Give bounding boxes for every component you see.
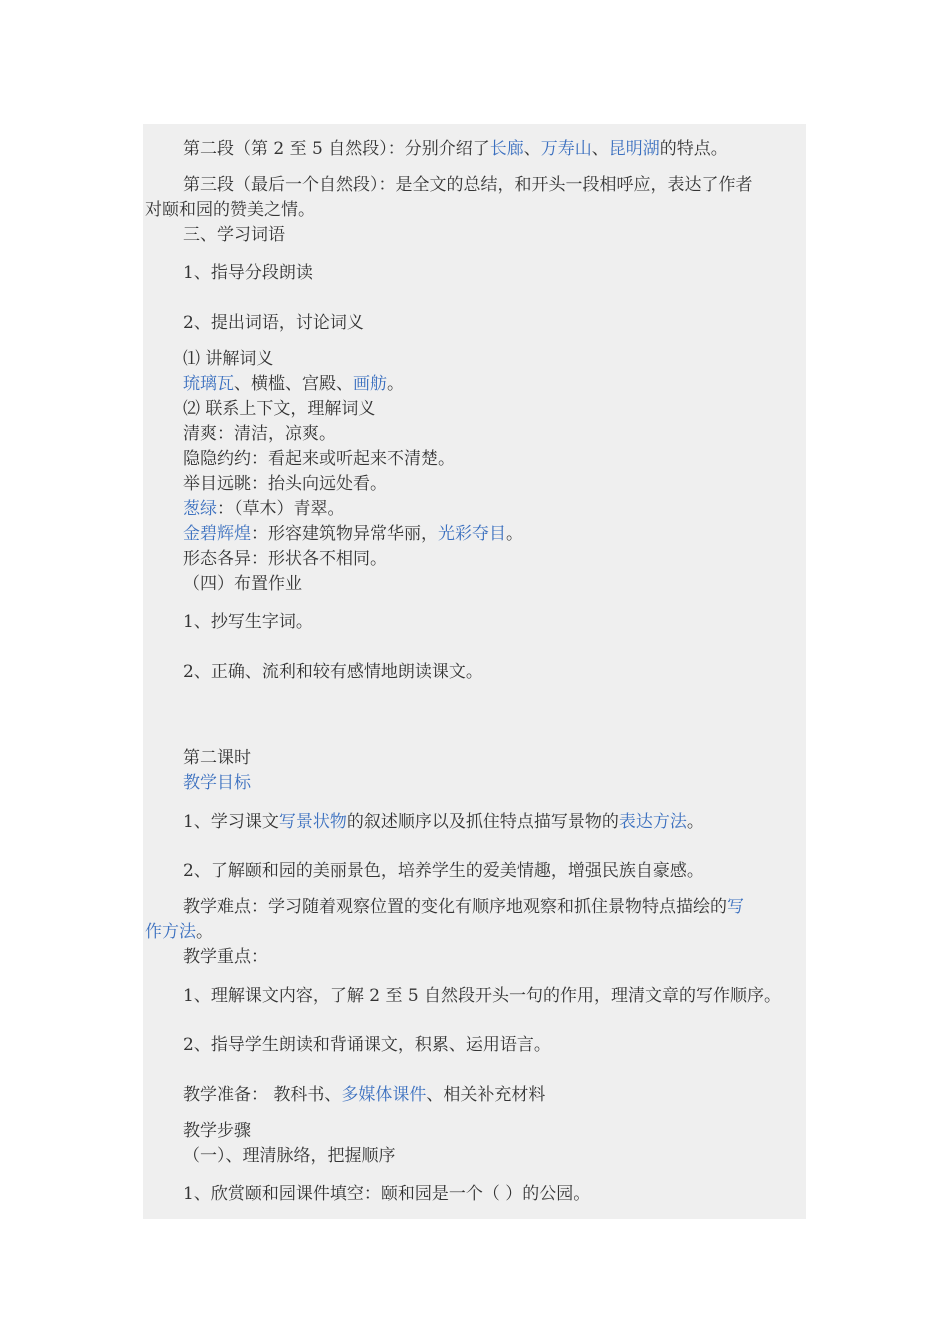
text-segment: 、横槛、宫殿、 xyxy=(234,374,353,394)
text-segment: 1、欣赏颐和园课件填空：颐和园是一个（ ）的公园。 xyxy=(183,1184,591,1204)
keyword-link[interactable]: 多媒体课件 xyxy=(341,1085,427,1105)
text-line xyxy=(183,572,302,597)
text-line xyxy=(145,920,213,945)
keyword-link[interactable]: 昆明湖 xyxy=(608,139,660,159)
text-segment: 1、理解课文内容，了解 2 至 5 自然段开头一句的作用，理清文章的写作顺序。 xyxy=(183,986,782,1006)
text-segment: 的叙述顺序以及抓住特点描写景物的 xyxy=(346,812,619,832)
text-segment: ⑴ 讲解词义 xyxy=(183,349,274,369)
keyword-link[interactable]: 琉璃瓦 xyxy=(183,374,234,394)
text-segment: 。 xyxy=(506,524,523,544)
text-segment: 2、指导学生朗读和背诵课文，积累、运用语言。 xyxy=(183,1035,551,1055)
text-line xyxy=(183,984,781,1009)
text-line xyxy=(183,261,313,286)
text-segment: 对颐和园的赞美之情。 xyxy=(145,200,315,220)
keyword-link[interactable]: 葱绿 xyxy=(183,499,217,519)
text-segment: 第二课时 xyxy=(183,748,251,768)
keyword-link[interactable]: 长廊 xyxy=(489,139,524,159)
text-line xyxy=(183,137,728,162)
text-line xyxy=(183,1083,545,1108)
text-line xyxy=(183,311,364,336)
text-line xyxy=(145,198,315,223)
text-segment: 2、提出词语，讨论词义 xyxy=(183,313,364,333)
text-line xyxy=(183,522,523,547)
text-segment: （一）、理清脉络，把握顺序 xyxy=(183,1146,396,1166)
text-segment: ⑵ 联系上下文，理解词义 xyxy=(183,399,376,419)
text-segment: （四）布置作业 xyxy=(183,574,302,594)
text-segment: 、相关补充材料 xyxy=(426,1085,546,1105)
text-line xyxy=(183,173,753,198)
text-segment: 、 xyxy=(523,139,541,159)
text-segment: 举目远眺：抬头向远处看。 xyxy=(183,474,387,494)
text-segment: 1、指导分段朗读 xyxy=(183,263,313,283)
text-segment: 三、学习词语 xyxy=(183,225,285,245)
keyword-link[interactable]: 教学目标 xyxy=(183,773,251,793)
keyword-link[interactable]: 光彩夺目 xyxy=(438,524,506,544)
text-segment: 第二段（第 2 至 5 自然段）：分别介绍了 xyxy=(183,139,490,159)
text-line xyxy=(183,660,483,685)
text-segment: 隐隐约约：看起来或听起来不清楚。 xyxy=(183,449,455,469)
text-line xyxy=(183,1033,551,1058)
text-segment: 。 xyxy=(196,922,213,942)
keyword-link[interactable]: 画舫 xyxy=(353,374,387,394)
text-segment: ：（草木）青翠。 xyxy=(217,499,345,519)
keyword-link[interactable]: 写景状物 xyxy=(278,812,347,832)
text-segment: 教学步骤 xyxy=(183,1121,251,1141)
text-line xyxy=(183,447,455,472)
keyword-link[interactable]: 金碧辉煌 xyxy=(183,524,251,544)
text-segment: 教学准备： 教科书、 xyxy=(183,1085,342,1105)
text-line xyxy=(183,945,268,970)
text-segment: 。 xyxy=(686,812,704,832)
text-line xyxy=(183,746,251,771)
text-line xyxy=(183,397,375,422)
text-segment: ：形容建筑物异常华丽， xyxy=(251,524,438,544)
text-line xyxy=(183,610,313,635)
text-segment: 第三段（最后一个自然段）：是全文的总结，和开头一段相呼应，表达了作者 xyxy=(183,175,753,195)
keyword-link[interactable]: 写 xyxy=(727,897,744,917)
text-line xyxy=(183,1182,590,1207)
text-segment: 的特点。 xyxy=(659,139,728,159)
text-segment: 1、学习课文 xyxy=(183,812,279,832)
keyword-link[interactable]: 作方法 xyxy=(145,922,196,942)
keyword-link[interactable]: 表达方法 xyxy=(618,812,687,832)
text-segment: 2、了解颐和园的美丽景色，培养学生的爱美情趣，增强民族自豪感。 xyxy=(183,861,704,881)
text-line xyxy=(183,347,273,372)
text-segment: 2、正确、流利和较有感情地朗读课文。 xyxy=(183,662,483,682)
text-line xyxy=(183,372,404,397)
text-line xyxy=(183,547,387,572)
text-segment: 1、抄写生字词。 xyxy=(183,612,313,632)
text-line xyxy=(183,771,251,796)
text-segment: 。 xyxy=(387,374,404,394)
text-line xyxy=(183,422,336,447)
text-segment: 清爽：清洁，凉爽。 xyxy=(183,424,336,444)
text-line xyxy=(183,497,345,522)
text-line xyxy=(183,810,704,835)
text-line xyxy=(183,223,285,248)
text-segment: 教学重点： xyxy=(183,947,268,967)
text-line xyxy=(183,472,387,497)
text-line xyxy=(183,895,744,920)
text-segment: 教学难点：学习随着观察位置的变化有顺序地观察和抓住景物特点描绘的 xyxy=(183,897,727,917)
keyword-link[interactable]: 万寿山 xyxy=(540,139,592,159)
text-segment: 形态各异：形状各不相同。 xyxy=(183,549,387,569)
document-page xyxy=(143,124,806,1219)
text-line xyxy=(183,1119,251,1144)
text-line xyxy=(183,1144,396,1169)
text-line xyxy=(183,859,704,884)
text-segment: 、 xyxy=(591,139,609,159)
